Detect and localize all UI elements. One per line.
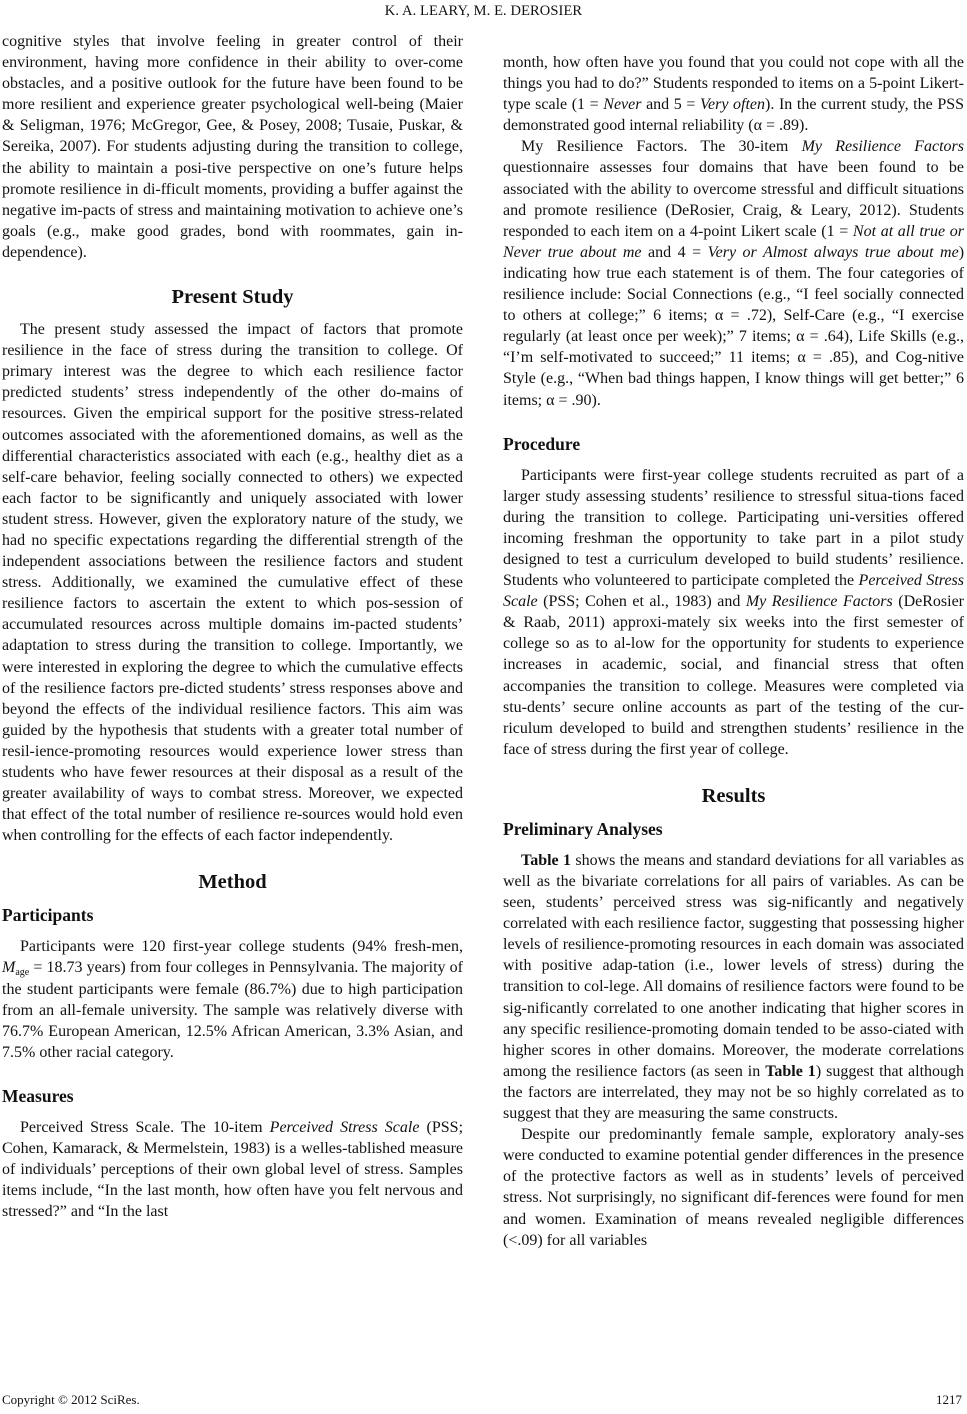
- copyright-footer: Copyright © 2012 SciRes.: [2, 1392, 140, 1407]
- mrf-text-a: questionnaire assesses four domains that have been found to be associated with the ability to overcome stressful and difficult situations and promote resilience (DeRosier, Craig, & Leary, 2012). Students responded to each item on a 4-point Likert scale (1 =: [503, 159, 964, 240]
- scale-very-often: Very often: [700, 96, 766, 114]
- subheading-participants: Participants: [2, 905, 94, 926]
- table-1-reference[interactable]: Table 1: [521, 851, 572, 869]
- pss-continued-paragraph: [503, 52, 964, 136]
- subheading-procedure: Procedure: [503, 433, 581, 454]
- procedure-text-b: (PSS; Cohen et al., 1983) and: [537, 593, 746, 611]
- participants-text-a: Participants were 120 first-year college students (94% fresh-men,: [20, 938, 463, 956]
- procedure-paragraph: [503, 465, 964, 760]
- mrf-scale-low: Not at all true or Never true about me: [503, 222, 965, 261]
- subheading-measures: Measures: [2, 1085, 74, 1106]
- page-number: 1217: [936, 1392, 962, 1407]
- participants-text-b: = 18.73 years) from four colleges in Pennsylvania. The majority of the student participants were female (86.7%) due to high participation from an all-female university. The sample was relatively diverse with 76.7% European American, 12.5% African American, 3.3% Asian, and 7.5% other racial category.: [2, 959, 463, 1061]
- section-heading-present-study: Present Study: [171, 286, 294, 309]
- pss-intro: Perceived Stress Scale. The 10-item: [20, 1118, 270, 1136]
- present-study-paragraph: The present study assessed the impact of factors that promote resilience in the face of stress during the transition to college. Of primary interest was the degree to which each resilience factor predicted students’ stress independently of the other do-mains of resources. Given the empirical support for the positive stress-related outcomes associated with the aforementioned domains, as well as the differential characteristics associated with each (e.g., healthy diet as a self-care behavior, feeling socially connected to others) we expected each factor to be significantly and uniquely associated with lower student stress. However, given the exploratory nature of the study, we had no specific expectations regarding the differential strength of the independent associations between the resilience factors and student stress. Additionally, we examined the cumulative effect of these resilience factors to ascertain the extent to which pos-session of accumulated resources across multiple domains im-pacted students’ adaptation to stress during the transition to college. Importantly, we were interested in exploring the degree to which the cumulative effects of the resilience factors pre-dicted students’ stress responses above and beyond the effects of the individual resilience factors. This aim was guided by the hypothesis that students with a greater total number of resil-ience-promoting resources would experience lower stress than students who have fewer resources at their disposal as a result of the greater availability of ways to combat stress. Moreover, we expected that effect of the total number of resilience re-sources would hold even when controlling for the effects of each factor independently.: [2, 321, 463, 845]
- participants-paragraph: [2, 936, 463, 1063]
- pss-text: (PSS; Cohen, Kamarack, & Mermelstein, 1983) is a welles-tablished measure of individuals’ perceptions of their own global level of stress. Samples items include, “In the last month, how often have you felt nervous and stressed?” and “In the last: [2, 1118, 464, 1221]
- pss-title: Perceived Stress Scale: [269, 1118, 420, 1136]
- mrf-intro: My Resilience Factors. The 30-item: [521, 138, 802, 156]
- mean-subscript: age: [15, 967, 30, 979]
- pss-paragraph: [2, 1117, 463, 1222]
- scale-never: Never: [603, 96, 642, 114]
- left-column: [2, 31, 463, 1222]
- preliminary-paragraph-1: [503, 850, 964, 1124]
- mean-symbol: M: [2, 959, 16, 977]
- subheading-preliminary-analyses: Preliminary Analyses: [503, 818, 663, 839]
- mrf-title: My Resilience Factors: [801, 138, 964, 156]
- pss-and: and 5 =: [641, 96, 701, 114]
- pss-continued-a: month, how often have you found that you could not cope with all the things you had to do?” Students responded to items on a 5-point Likert-type scale (1 =: [503, 54, 964, 114]
- procedure-pss-title: Perceived Stress Scale: [503, 572, 964, 611]
- mrf-text-c: ) indicating how true each statement is of them. The four categories of resilience include: Social Connections (e.g., “I feel socially connected to others at college;” 6 items; α = .72), Self-Care (e.g., “I exercise regularly (at least once per week);” 7 items; α = .64), Life Skills (e.g., “I’m self-motivated to succeed;” 11 items; α = .85), and Cog-nitive Style (e.g., “When bad things happen, I know things will get better;” 6 items; α = .90).: [503, 243, 965, 409]
- mrf-text-b: and 4 =: [641, 243, 708, 261]
- section-heading-method: Method: [198, 871, 267, 894]
- procedure-text-a: Participants were first-year college students recruited as part of a larger study assessing students’ resilience to stressful situa-tions faced during the transition to college. Participating uni-versities offered incoming freshman the opportunity to take part in a pilot study designed to test a curriculum developed to build students’ resilience. Students who volunteered to participate completed the: [503, 466, 964, 590]
- mrf-paragraph: [503, 136, 964, 410]
- preliminary-text-a: shows the means and standard deviations for all variables as well as the bivariate correlations for all pairs of variables. As can be seen, students’ perceived stress was sig-nificantly and negatively correlated with each resilience factor, suggesting that possessing higher levels of resilience-promoting resources in each domain was associated with positive adap-tation (i.e., lower levels of stress) during the transition to col-lege. All domains of resilience factors were found to be sig-nificantly correlated to one another indicating that higher scores in any specific resilience-promoting domain tended to be asso-ciated with higher scores in other domains. Moreover, the moderate correlations among the resilience factors (as seen in: [503, 851, 964, 1080]
- section-heading-results: Results: [701, 784, 766, 807]
- mrf-scale-high: Very or Almost always true about me: [707, 243, 959, 261]
- intro-paragraph: cognitive styles that involve feeling in greater control of their environment, having more confidence in their ability to over-come obstacles, and a positive outlook for the future have been found to be more resilient and experience greater psychological well-being (Maier & Seligman, 1976; McGregor, Gee, & Posey, 2008; Tusaie, Puskar, & Sereika, 2007). For students adjusting during the transition to college, the ability to maintain a posi-tive perspective on one’s future helps promote resilience in di-fficult moments, providing a buffer against the negative im-pacts of stress and maintaining motivation to achieve one’s goals (e.g., make good grades, bond with roommates, gain in-dependence).: [2, 33, 463, 261]
- table-1-reference-2[interactable]: Table 1: [765, 1062, 816, 1080]
- procedure-text-c: (DeRosier & Raab, 2011) approxi-mately six weeks into the first semester of college so as to al-low for the opportunity for students to experience increases in academic, social, and financial stress that often accompanies the transition to college. Measures were completed via stu-dents’ secure online accounts as part of the testing of the cur-riculum developed to build and strengthen students’ resilience in the face of stress during the first year of college.: [503, 593, 964, 758]
- preliminary-text-b: ) suggest that although the factors are interrelated, they may not be so highly correlated as to suggest that they are measuring the same constructs.: [503, 1062, 965, 1123]
- procedure-mrf-title: My Resilience Factors: [745, 593, 893, 611]
- preliminary-paragraph-2: Despite our predominantly female sample, exploratory analy-ses were conducted to examine potential gender differences in the presence of the protective factors as well as in students’ levels of perceived stress. Not surprisingly, no significant dif-ferences were found for men and women. Examination of means revealed negligible differences (<.09) for all variables: [503, 1126, 964, 1249]
- right-column: [503, 52, 964, 1251]
- pss-continued-b: ). In the current study, the PSS demonstrated good internal reliability (α = .89).: [503, 96, 965, 135]
- running-head: K. A. LEARY, M. E. DEROSIER: [384, 3, 583, 19]
